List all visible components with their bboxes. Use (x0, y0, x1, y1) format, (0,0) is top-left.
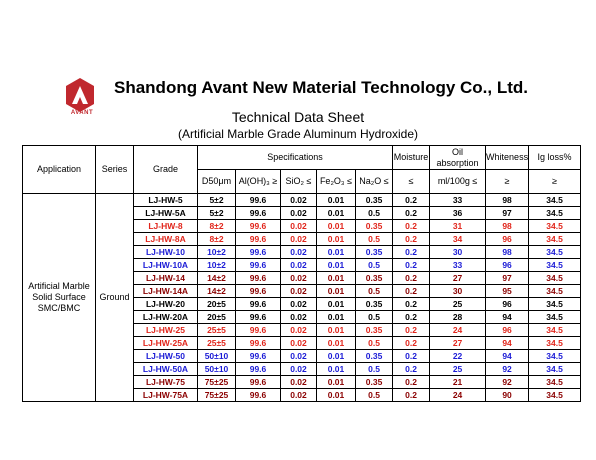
ig-cell: 34.5 (529, 376, 581, 389)
moisture-cell: 0.2 (393, 259, 430, 272)
sio2-cell: 0.02 (281, 233, 317, 246)
d50-cell: 50±10 (198, 350, 236, 363)
fe2o3-cell: 0.01 (317, 337, 356, 350)
ig-cell: 34.5 (529, 363, 581, 376)
moisture-cell: 0.2 (393, 311, 430, 324)
moisture-cell: 0.2 (393, 337, 430, 350)
d50-cell: 75±25 (198, 389, 236, 402)
sio2-cell: 0.02 (281, 207, 317, 220)
fe2o3-cell: 0.01 (317, 220, 356, 233)
grade-cell: LJ-HW-14 (134, 272, 198, 285)
ig-cell: 34.5 (529, 298, 581, 311)
oil-cell: 34 (430, 233, 486, 246)
oil-cell: 30 (430, 246, 486, 259)
grade-cell: LJ-HW-10 (134, 246, 198, 259)
header-moisture: Moisture (393, 146, 430, 170)
na2o-cell: 0.5 (356, 337, 393, 350)
subheader-oil: ml/100g ≤ (430, 170, 486, 194)
d50-cell: 8±2 (198, 233, 236, 246)
fe2o3-cell: 0.01 (317, 298, 356, 311)
header-specifications: Specifications (198, 146, 393, 170)
na2o-cell: 0.35 (356, 298, 393, 311)
subheader-d50: D50μm (198, 170, 236, 194)
whiteness-cell: 90 (486, 389, 529, 402)
whiteness-cell: 95 (486, 285, 529, 298)
grade-cell: LJ-HW-14A (134, 285, 198, 298)
grade-cell: LJ-HW-25A (134, 337, 198, 350)
ig-cell: 34.5 (529, 207, 581, 220)
fe2o3-cell: 0.01 (317, 194, 356, 207)
whiteness-cell: 92 (486, 363, 529, 376)
oil-cell: 33 (430, 194, 486, 207)
aloh-cell: 99.6 (236, 363, 281, 376)
d50-cell: 20±5 (198, 311, 236, 324)
d50-cell: 25±5 (198, 337, 236, 350)
fe2o3-cell: 0.01 (317, 363, 356, 376)
whiteness-cell: 96 (486, 298, 529, 311)
ig-cell: 34.5 (529, 259, 581, 272)
fe2o3-cell: 0.01 (317, 272, 356, 285)
na2o-cell: 0.35 (356, 324, 393, 337)
d50-cell: 14±2 (198, 285, 236, 298)
oil-cell: 33 (430, 259, 486, 272)
grade-cell: LJ-HW-75 (134, 376, 198, 389)
sio2-cell: 0.02 (281, 324, 317, 337)
sio2-cell: 0.02 (281, 194, 317, 207)
whiteness-cell: 98 (486, 246, 529, 259)
sio2-cell: 0.02 (281, 389, 317, 402)
aloh-cell: 99.6 (236, 337, 281, 350)
na2o-cell: 0.35 (356, 246, 393, 259)
subheader-aloh: Al(OH)₃ ≥ (236, 170, 281, 194)
oil-cell: 24 (430, 324, 486, 337)
document-subtitle: (Artificial Marble Grade Aluminum Hydroxide) (177, 127, 419, 141)
series-cell: Ground (96, 194, 134, 402)
moisture-cell: 0.2 (393, 324, 430, 337)
sio2-cell: 0.02 (281, 246, 317, 259)
na2o-cell: 0.35 (356, 376, 393, 389)
oil-cell: 27 (430, 272, 486, 285)
sio2-cell: 0.02 (281, 311, 317, 324)
logo-text: AVANT (70, 110, 94, 116)
subheader-na2o: Na₂O ≤ (356, 170, 393, 194)
sio2-cell: 0.02 (281, 376, 317, 389)
technical-data-table (22, 145, 581, 402)
ig-cell: 34.5 (529, 272, 581, 285)
whiteness-cell: 96 (486, 324, 529, 337)
aloh-cell: 99.6 (236, 311, 281, 324)
application-cell: Artificial Marble Solid Surface SMC/BMC (23, 194, 96, 402)
whiteness-cell: 98 (486, 194, 529, 207)
d50-cell: 75±25 (198, 376, 236, 389)
sio2-cell: 0.02 (281, 350, 317, 363)
ig-cell: 34.5 (529, 337, 581, 350)
ig-cell: 34.5 (529, 324, 581, 337)
aloh-cell: 99.6 (236, 389, 281, 402)
subheader-moisture: ≤ (393, 170, 430, 194)
oil-cell: 31 (430, 220, 486, 233)
subheader-whiteness: ≥ (486, 170, 529, 194)
grade-cell: LJ-HW-25 (134, 324, 198, 337)
oil-cell: 24 (430, 389, 486, 402)
aloh-cell: 99.6 (236, 246, 281, 259)
d50-cell: 5±2 (198, 207, 236, 220)
whiteness-cell: 97 (486, 207, 529, 220)
aloh-cell: 99.6 (236, 298, 281, 311)
header-ig-loss: Ig loss% (529, 146, 581, 170)
oil-cell: 21 (430, 376, 486, 389)
aloh-cell: 99.6 (236, 285, 281, 298)
whiteness-cell: 97 (486, 272, 529, 285)
fe2o3-cell: 0.01 (317, 324, 356, 337)
sio2-cell: 0.02 (281, 363, 317, 376)
aloh-cell: 99.6 (236, 376, 281, 389)
whiteness-cell: 98 (486, 220, 529, 233)
na2o-cell: 0.5 (356, 389, 393, 402)
header-whiteness: Whiteness (486, 146, 529, 170)
fe2o3-cell: 0.01 (317, 246, 356, 259)
na2o-cell: 0.5 (356, 363, 393, 376)
grade-cell: LJ-HW-50A (134, 363, 198, 376)
grade-cell: LJ-HW-50 (134, 350, 198, 363)
na2o-cell: 0.5 (356, 259, 393, 272)
moisture-cell: 0.2 (393, 194, 430, 207)
fe2o3-cell: 0.01 (317, 207, 356, 220)
na2o-cell: 0.5 (356, 207, 393, 220)
grade-cell: LJ-HW-10A (134, 259, 198, 272)
na2o-cell: 0.35 (356, 220, 393, 233)
aloh-cell: 99.6 (236, 220, 281, 233)
na2o-cell: 0.5 (356, 233, 393, 246)
grade-cell: LJ-HW-20A (134, 311, 198, 324)
sio2-cell: 0.02 (281, 298, 317, 311)
d50-cell: 25±5 (198, 324, 236, 337)
aloh-cell: 99.6 (236, 259, 281, 272)
sio2-cell: 0.02 (281, 259, 317, 272)
sio2-cell: 0.02 (281, 272, 317, 285)
d50-cell: 10±2 (198, 246, 236, 259)
moisture-cell: 0.2 (393, 363, 430, 376)
na2o-cell: 0.35 (356, 194, 393, 207)
whiteness-cell: 94 (486, 337, 529, 350)
fe2o3-cell: 0.01 (317, 376, 356, 389)
table-row (23, 194, 581, 207)
subheader-ig: ≥ (529, 170, 581, 194)
grade-cell: LJ-HW-8A (134, 233, 198, 246)
na2o-cell: 0.35 (356, 350, 393, 363)
ig-cell: 34.5 (529, 311, 581, 324)
aloh-cell: 99.6 (236, 350, 281, 363)
aloh-cell: 99.6 (236, 207, 281, 220)
sio2-cell: 0.02 (281, 285, 317, 298)
whiteness-cell: 94 (486, 350, 529, 363)
sio2-cell: 0.02 (281, 337, 317, 350)
subheader-fe2o3: Fe₂O₃ ≤ (317, 170, 356, 194)
oil-cell: 22 (430, 350, 486, 363)
grade-cell: LJ-HW-20 (134, 298, 198, 311)
d50-cell: 14±2 (198, 272, 236, 285)
moisture-cell: 0.2 (393, 285, 430, 298)
ig-cell: 34.5 (529, 233, 581, 246)
header-series: Series (96, 146, 134, 194)
fe2o3-cell: 0.01 (317, 350, 356, 363)
d50-cell: 8±2 (198, 220, 236, 233)
aloh-cell: 99.6 (236, 324, 281, 337)
fe2o3-cell: 0.01 (317, 259, 356, 272)
ig-cell: 34.5 (529, 246, 581, 259)
oil-cell: 27 (430, 337, 486, 350)
moisture-cell: 0.2 (393, 350, 430, 363)
oil-cell: 25 (430, 298, 486, 311)
d50-cell: 10±2 (198, 259, 236, 272)
moisture-cell: 0.2 (393, 220, 430, 233)
grade-cell: LJ-HW-5A (134, 207, 198, 220)
grade-cell: LJ-HW-75A (134, 389, 198, 402)
header-application: Application (23, 146, 96, 194)
header-grade: Grade (134, 146, 198, 194)
d50-cell: 20±5 (198, 298, 236, 311)
ig-cell: 34.5 (529, 389, 581, 402)
moisture-cell: 0.2 (393, 233, 430, 246)
subheader-sio2: SiO₂ ≤ (281, 170, 317, 194)
aloh-cell: 99.6 (236, 194, 281, 207)
moisture-cell: 0.2 (393, 207, 430, 220)
moisture-cell: 0.2 (393, 389, 430, 402)
oil-cell: 25 (430, 363, 486, 376)
moisture-cell: 0.2 (393, 246, 430, 259)
fe2o3-cell: 0.01 (317, 389, 356, 402)
oil-cell: 28 (430, 311, 486, 324)
aloh-cell: 99.6 (236, 233, 281, 246)
whiteness-cell: 96 (486, 233, 529, 246)
whiteness-cell: 92 (486, 376, 529, 389)
d50-cell: 50±10 (198, 363, 236, 376)
whiteness-cell: 94 (486, 311, 529, 324)
ig-cell: 34.5 (529, 350, 581, 363)
header-oil-absorption: Oil absorption (430, 146, 486, 170)
ig-cell: 34.5 (529, 220, 581, 233)
na2o-cell: 0.5 (356, 311, 393, 324)
oil-cell: 30 (430, 285, 486, 298)
ig-cell: 34.5 (529, 194, 581, 207)
sio2-cell: 0.02 (281, 220, 317, 233)
document-title: Technical Data Sheet (231, 109, 365, 125)
fe2o3-cell: 0.01 (317, 233, 356, 246)
ig-cell: 34.5 (529, 285, 581, 298)
oil-cell: 36 (430, 207, 486, 220)
grade-cell: LJ-HW-8 (134, 220, 198, 233)
moisture-cell: 0.2 (393, 376, 430, 389)
moisture-cell: 0.2 (393, 298, 430, 311)
aloh-cell: 99.6 (236, 272, 281, 285)
fe2o3-cell: 0.01 (317, 285, 356, 298)
na2o-cell: 0.5 (356, 285, 393, 298)
whiteness-cell: 96 (486, 259, 529, 272)
d50-cell: 5±2 (198, 194, 236, 207)
moisture-cell: 0.2 (393, 272, 430, 285)
na2o-cell: 0.35 (356, 272, 393, 285)
grade-cell: LJ-HW-5 (134, 194, 198, 207)
company-name: Shandong Avant New Material Technology Co., Ltd. (114, 78, 529, 97)
fe2o3-cell: 0.01 (317, 311, 356, 324)
